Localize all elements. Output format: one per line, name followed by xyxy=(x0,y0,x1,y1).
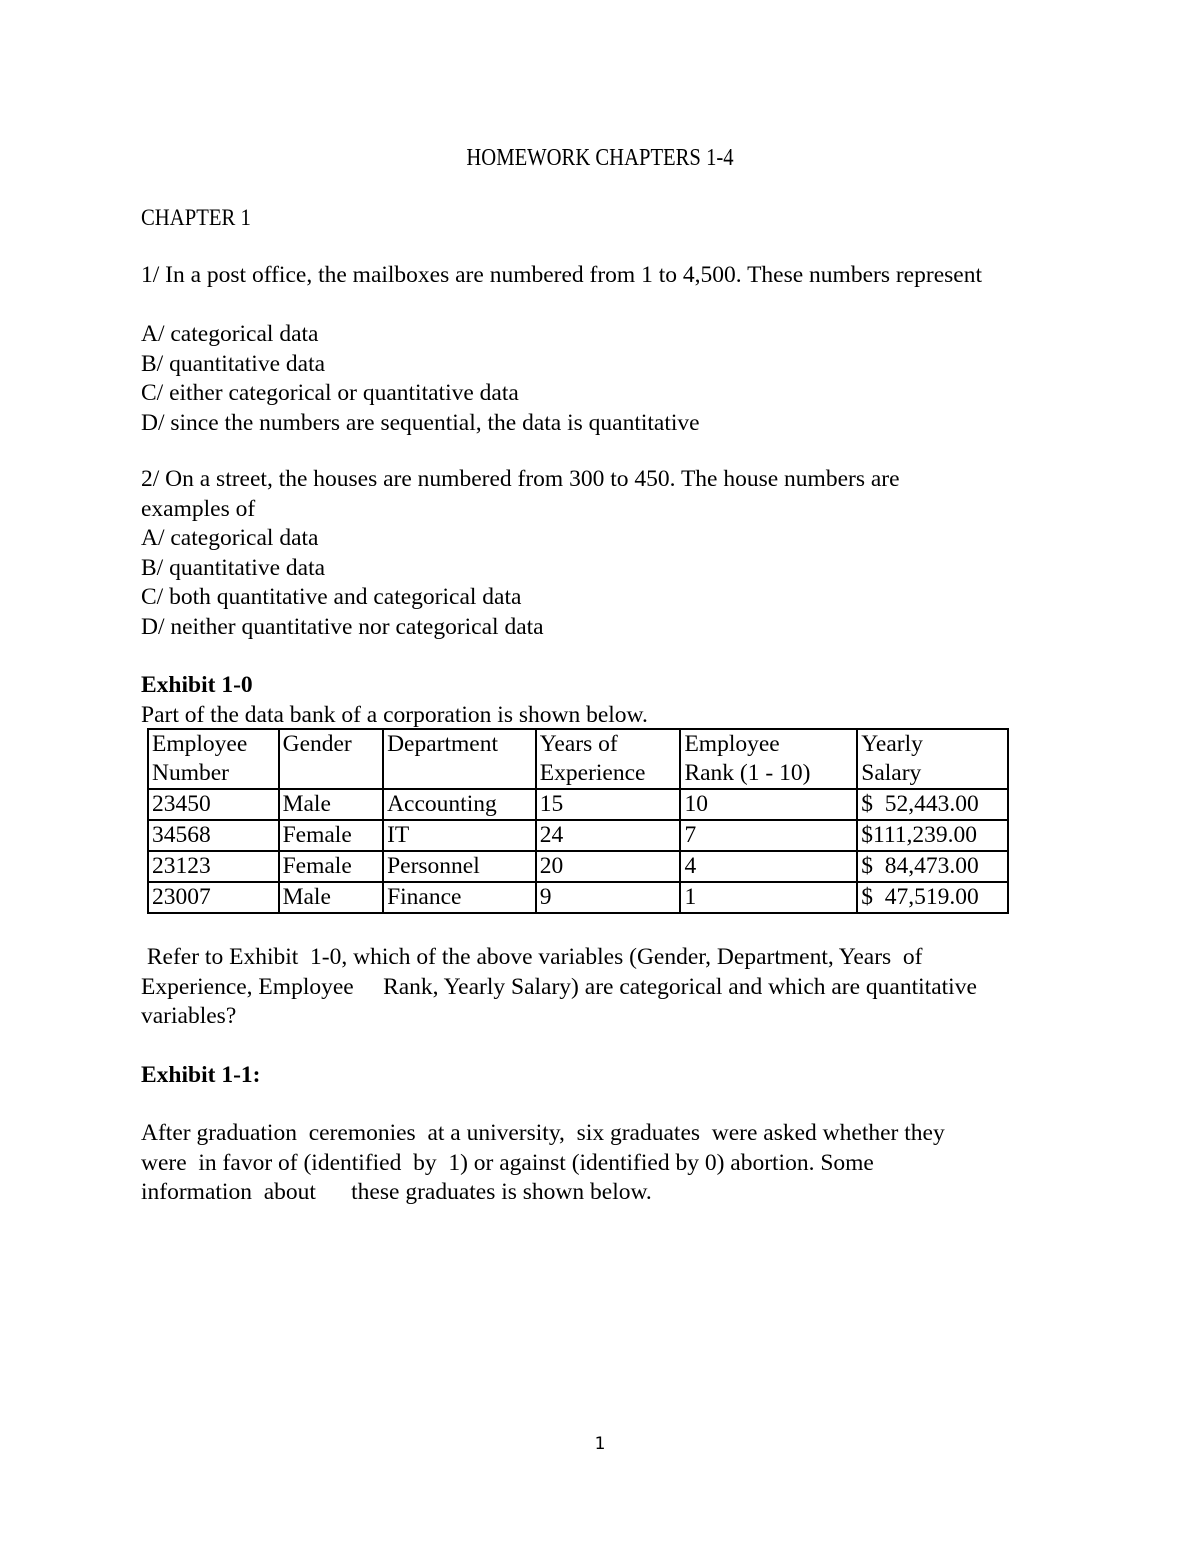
question-4-line-2: were in favor of (identified by 1) or against (identified by 0) abortion. Some xyxy=(141,1149,874,1176)
exhibit-1-0-label: Exhibit 1-0 xyxy=(141,672,253,698)
question-1-option-c: C/ either categorical or quantitative data xyxy=(141,380,519,406)
header-employee-number: Employee Number xyxy=(148,729,279,789)
chapter-heading: CHAPTER 1 xyxy=(141,205,251,230)
header-yearly-salary: Yearly Salary xyxy=(857,729,1008,789)
table-cell: 9 xyxy=(536,882,681,913)
table-cell: 20 xyxy=(536,851,681,882)
table-cell: Female xyxy=(279,851,383,882)
table-cell: 23450 xyxy=(148,789,279,820)
question-1-option-d: D/ since the numbers are sequential, the data is quantitative xyxy=(141,409,700,436)
employee-data-table xyxy=(147,728,1009,914)
exhibit-1-1-label: Exhibit 1-1: xyxy=(141,1062,261,1088)
question-3-line-2: Experience, Employee Rank, Yearly Salary) are categorical and which are quantitative xyxy=(141,973,977,1000)
table-cell: Male xyxy=(279,882,383,913)
table-cell: 7 xyxy=(680,820,857,851)
question-1-option-b: B/ quantitative data xyxy=(141,350,326,377)
table-cell: $ 52,443.00 xyxy=(857,789,1008,820)
table-cell: 1 xyxy=(680,882,857,913)
table-cell: Male xyxy=(279,789,383,820)
table-row xyxy=(148,789,1008,820)
question-1-option-a: A/ categorical data xyxy=(141,321,319,347)
table-cell: IT xyxy=(383,820,536,851)
question-3-line-1: Refer to Exhibit 1-0, which of the above variables (Gender, Department, Years of xyxy=(141,944,923,970)
page-number: 1 xyxy=(594,1434,606,1454)
table-row xyxy=(148,851,1008,882)
question-2-option-d: D/ neither quantitative nor categorical data xyxy=(141,613,544,640)
table-cell: 34568 xyxy=(148,820,279,851)
question-4-line-3: information about these graduates is shown below. xyxy=(141,1179,652,1205)
question-1-options xyxy=(141,320,700,438)
table-cell: Accounting xyxy=(383,789,536,820)
table-cell: 10 xyxy=(680,789,857,820)
question-2-option-c: C/ both quantitative and categorical data xyxy=(141,584,522,610)
table-cell: Female xyxy=(279,820,383,851)
table-cell: Finance xyxy=(383,882,536,913)
table-cell: $111,239.00 xyxy=(857,820,1008,851)
question-2-stem-line-2: examples of xyxy=(141,495,256,522)
question-1-stem: 1/ In a post office, the mailboxes are numbered from 1 to 4,500. These numbers represent xyxy=(141,262,982,288)
question-3 xyxy=(141,943,977,1032)
question-4-line-1: After graduation ceremonies at a university, six graduates were asked whether they xyxy=(141,1120,945,1146)
table-row xyxy=(148,820,1008,851)
header-gender: Gender xyxy=(279,729,383,789)
header-employee-rank: Employee Rank (1 - 10) xyxy=(680,729,857,789)
question-2 xyxy=(141,465,900,642)
question-4 xyxy=(141,1119,945,1208)
question-3-line-3: variables? xyxy=(141,1003,237,1029)
table-cell: $ 47,519.00 xyxy=(857,882,1008,913)
exhibit-1-0-intro: Part of the data bank of a corporation is shown below. xyxy=(141,701,648,728)
table-header-row xyxy=(148,729,1008,789)
table-cell: Personnel xyxy=(383,851,536,882)
header-years-of-experience: Years of Experience xyxy=(536,729,681,789)
table-cell: 23123 xyxy=(148,851,279,882)
table-cell: 4 xyxy=(680,851,857,882)
question-2-stem-line-1: 2/ On a street, the houses are numbered from 300 to 450. The house numbers are xyxy=(141,466,900,492)
exhibit-1-0 xyxy=(141,671,648,730)
table-cell: $ 84,473.00 xyxy=(857,851,1008,882)
table-cell: 15 xyxy=(536,789,681,820)
header-department: Department xyxy=(383,729,536,789)
question-2-option-a: A/ categorical data xyxy=(141,525,319,551)
table-row xyxy=(148,882,1008,913)
table-cell: 23007 xyxy=(148,882,279,913)
table-cell: 24 xyxy=(536,820,681,851)
page-title: HOMEWORK CHAPTERS 1-4 xyxy=(466,145,734,171)
question-2-option-b: B/ quantitative data xyxy=(141,554,326,581)
